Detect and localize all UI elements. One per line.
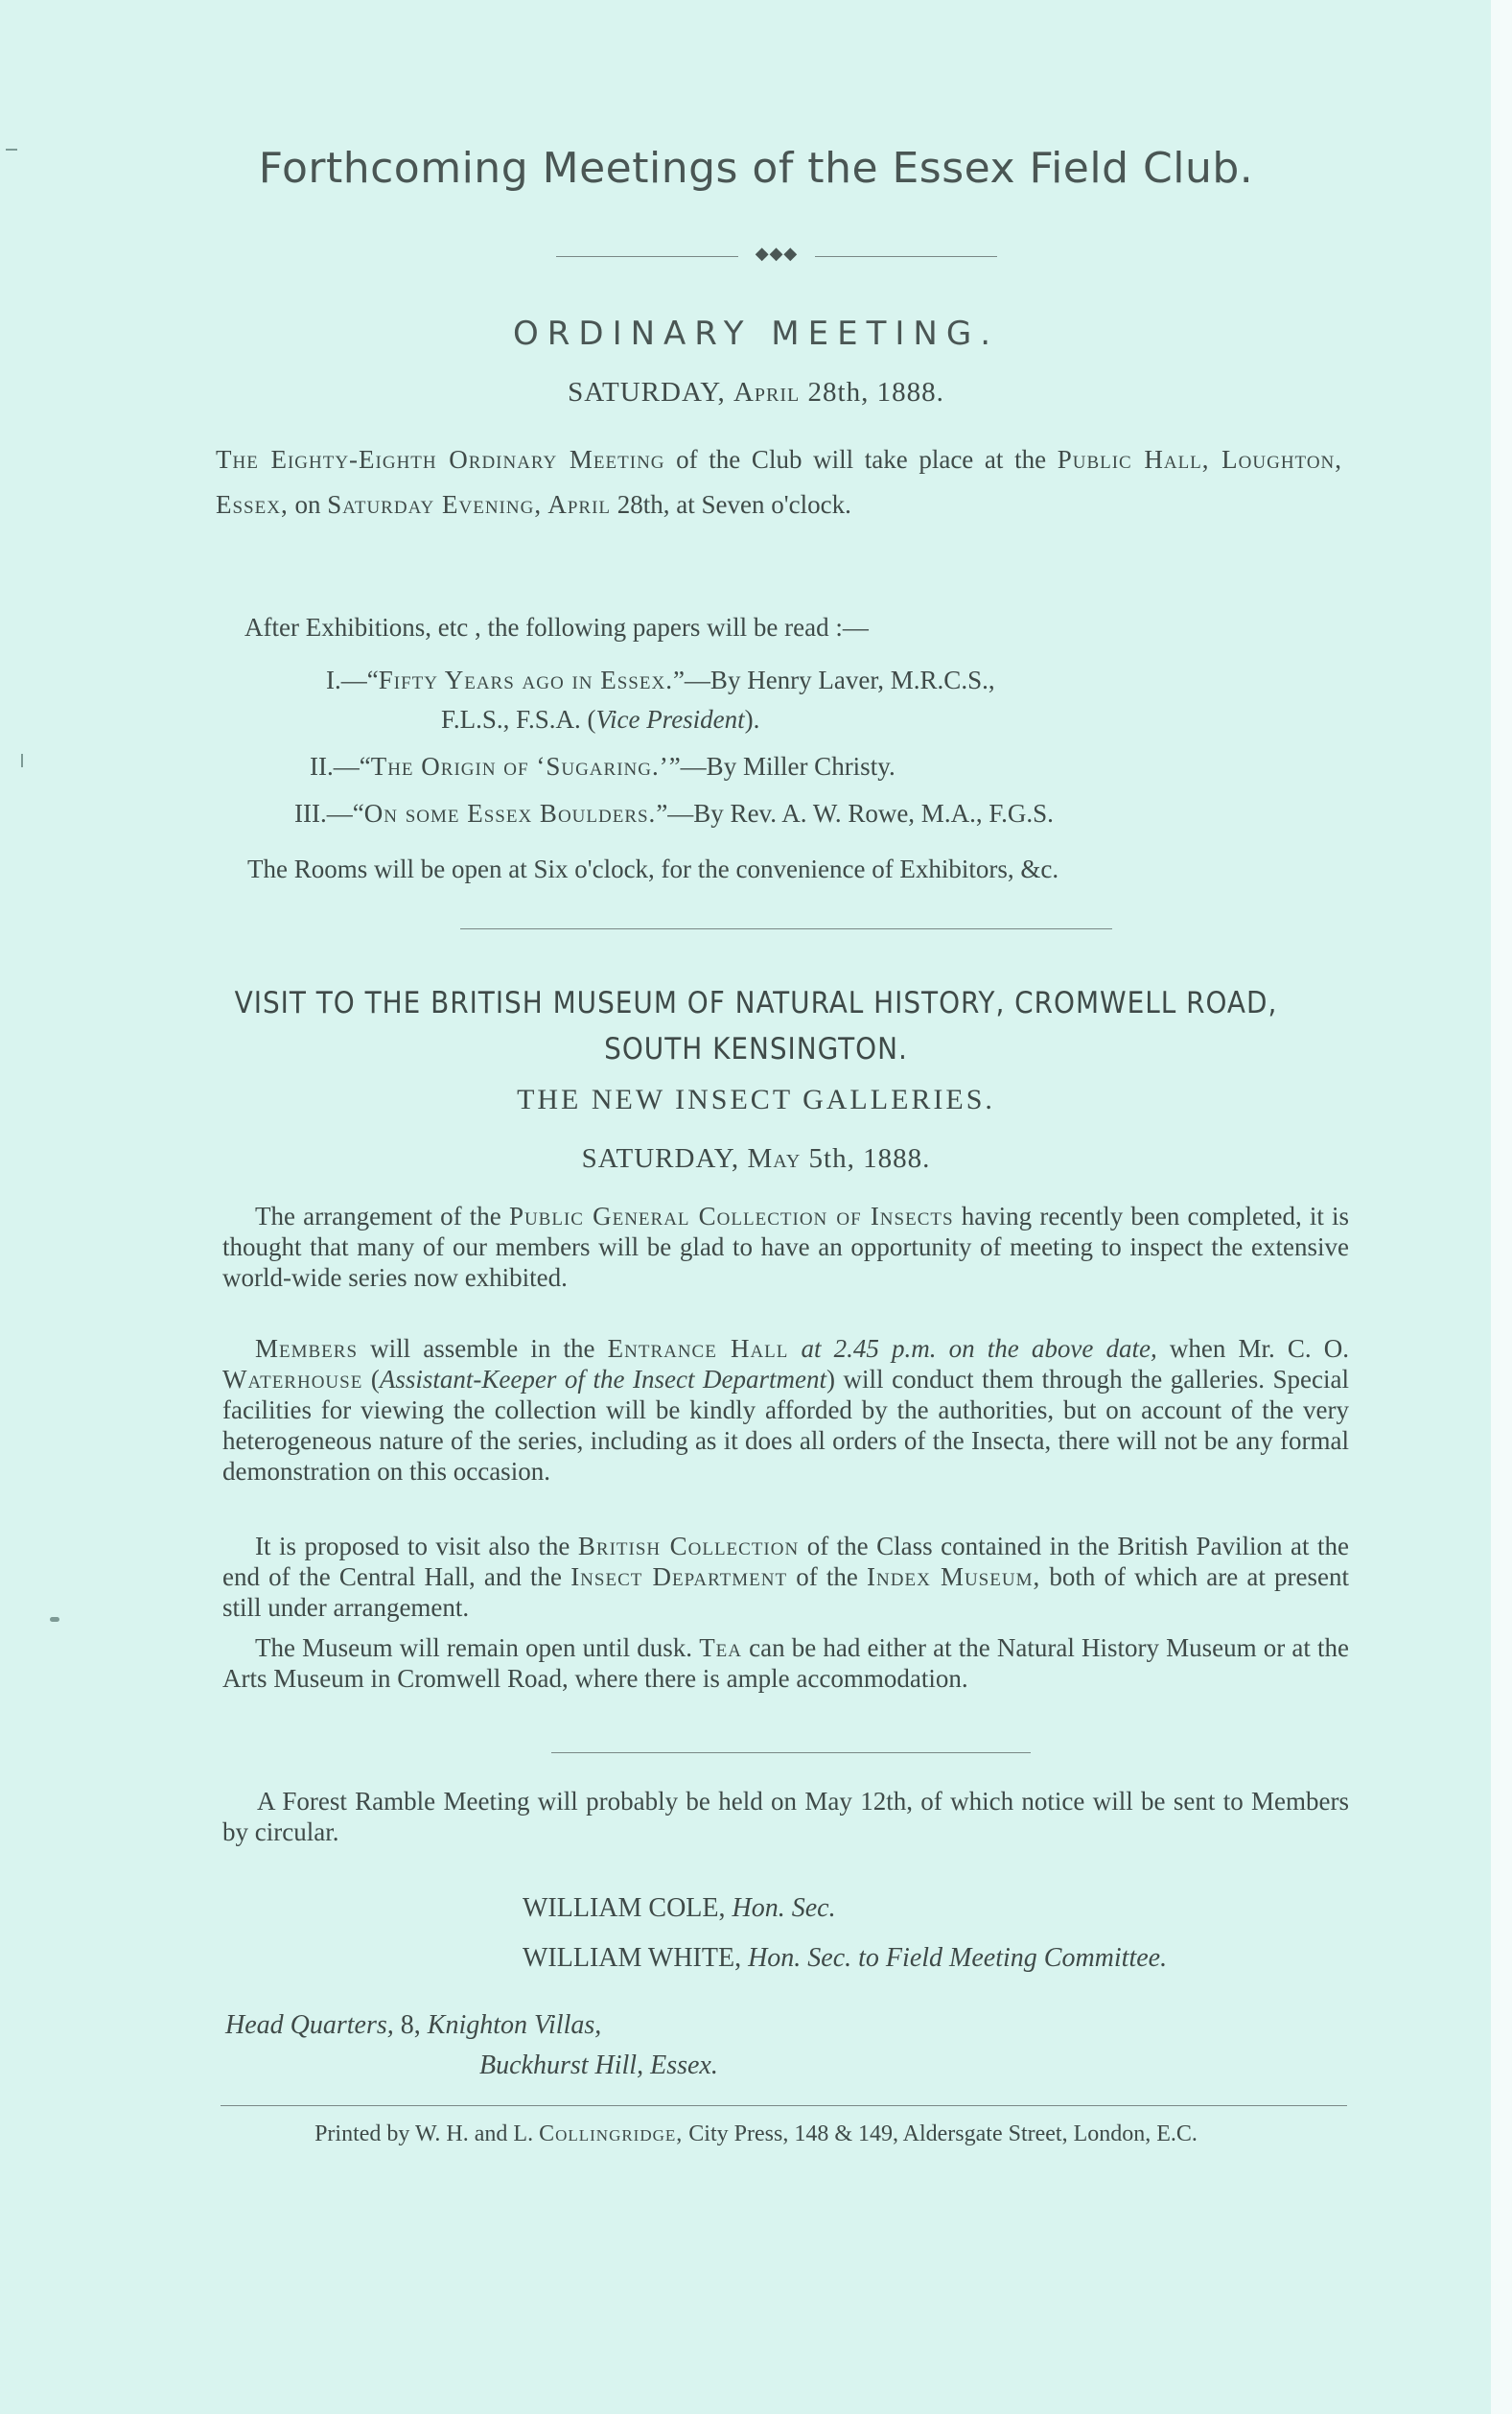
address-number: 8, <box>393 2010 428 2040</box>
paragraph-text: will assemble in the <box>358 1334 608 1363</box>
paragraph-text: both of which are at present still under arrangement. <box>222 1562 1350 1622</box>
imprint-text: City Press, 148 & 149, Aldersgate Street, London, E.C. <box>683 2121 1198 2146</box>
paper-author: ”—By Henry Laver, M.R.C.S., <box>672 666 995 694</box>
headquarters-address <box>225 2008 601 2043</box>
date-day: SATURDAY, <box>568 377 726 408</box>
paper-number: II.—“ <box>310 752 371 781</box>
paragraph-text: ( <box>362 1365 380 1394</box>
visit-paragraph <box>222 1531 1349 1623</box>
paper-title: The Origin of ‘Sugaring.’ <box>370 752 669 781</box>
paragraph-text: of the Class contained in the British Pavilion at the end of the Central Hall, and the <box>222 1532 1350 1591</box>
collection-name: Public General Collection of Insects <box>508 1202 954 1230</box>
imprint-text: Printed by W. H. and L. <box>314 2121 540 2146</box>
museum-visit-heading <box>0 980 1512 1072</box>
museum-name: Index Museum, <box>867 1562 1041 1591</box>
visit-paragraph <box>222 1333 1349 1487</box>
ordinary-meeting-date <box>0 377 1512 409</box>
signature <box>523 1891 836 1926</box>
author-credentials: F.L.S., F.S.A. ( <box>441 705 596 734</box>
section-divider <box>551 1752 1031 1753</box>
date-rest: 5th, 1888. <box>808 1143 931 1174</box>
visit-heading-line: VISIT TO THE BRITISH MUSEUM OF NATURAL HISTORY, CROMWELL ROAD, <box>234 986 1278 1020</box>
paragraph-text: when Mr. C. O. <box>1156 1334 1349 1363</box>
paper-author: ”—By Miller Christy. <box>668 752 896 781</box>
ordinary-meeting-heading: ORDINARY MEETING. <box>513 315 999 353</box>
papers-intro: After Exhibitions, etc , the following papers will be read :— <box>244 613 869 642</box>
date-rest: 28th, 1888. <box>807 377 944 408</box>
paper-item <box>310 744 1326 789</box>
paragraph-lead: Members <box>255 1334 359 1363</box>
department-name: Insect Department <box>570 1562 788 1591</box>
paragraph-text: The Museum will remain open until dusk. <box>255 1633 700 1662</box>
visit-heading-line: SOUTH KENSINGTON. <box>604 1032 908 1066</box>
signatory-name: WILLIAM COLE, <box>523 1893 733 1923</box>
address-label: Head Quarters, <box>225 2010 394 2040</box>
diamond-ornament-icon: ◆◆◆ <box>755 244 799 263</box>
paragraph-text: ) will conduct them through the galleries. Special facilities for viewing the collection will be kindly afforded by the authorities, but on account of the very heterogeneous nature of the series, including as it does all orders of the Insecta, there will not be any formal demonstration on this occasion. <box>222 1365 1349 1486</box>
paper-title: On some Essex Boulders. <box>363 799 657 828</box>
guide-name: Waterhouse <box>222 1365 363 1394</box>
signatory-role: Hon. Sec. to Field Meeting Committee. <box>748 1943 1168 1973</box>
date-month: May <box>747 1143 802 1174</box>
margin-mark <box>50 1617 59 1622</box>
venue: Public Hall, Loughton, Essex, <box>216 445 1343 519</box>
assembly-place: Entrance Hall <box>607 1334 789 1363</box>
visit-paragraph <box>222 1201 1349 1293</box>
forest-ramble-notice: A Forest Ramble Meeting will probably be held on May 12th, of which notice will be sent to Members by circular. <box>222 1787 1349 1846</box>
meeting-name: The Eighty-Eighth Ordinary Meeting <box>216 445 665 474</box>
date-month: April <box>733 377 801 408</box>
signatory-name: WILLIAM WHITE, <box>523 1943 749 1973</box>
ornament-rule-right <box>815 256 997 257</box>
paper-title: Fifty Years ago in Essex. <box>378 666 673 694</box>
refreshment: Tea <box>699 1633 743 1662</box>
signature <box>523 1941 1167 1976</box>
paper-number: III.—“ <box>294 799 364 828</box>
paragraph-text: of the <box>787 1562 868 1591</box>
printer-imprint <box>0 2121 1512 2147</box>
meeting-time: Saturday Evening, April <box>327 490 612 519</box>
assembly-time: at 2.45 p.m. on the above date, <box>788 1334 1157 1363</box>
section-divider <box>460 928 1112 929</box>
paper-end: ). <box>744 705 760 734</box>
date-day: SATURDAY, <box>581 1143 740 1174</box>
guide-role: Assistant-Keeper of the Insect Department <box>379 1365 826 1394</box>
paper-item-continued <box>441 697 1304 742</box>
paragraph-text: The arrangement of the <box>255 1202 509 1230</box>
collection-name: British Collection <box>577 1532 800 1560</box>
title-ornament <box>556 244 997 267</box>
announcement-text: on <box>288 490 328 519</box>
paper-item <box>326 658 1342 703</box>
headquarters-address-line: Buckhurst Hill, Essex. <box>479 2051 718 2080</box>
rooms-notice: The Rooms will be open at Six o'clock, for the convenience of Exhibitors, &c. <box>247 855 1059 883</box>
page-title: Forthcoming Meetings of the Essex Field Club. <box>258 144 1254 193</box>
announcement-text: 28th, at Seven o'clock. <box>611 490 851 519</box>
paper-number: I.—“ <box>326 666 379 694</box>
paragraph-text: can be had either at the Natural History Museum or at the Arts Museum in Cromwell Road, where there is ample accommodation. <box>222 1633 1350 1693</box>
ordinary-meeting-announcement <box>216 437 1342 527</box>
footer-divider <box>221 2105 1347 2106</box>
ornament-rule-left <box>556 256 738 257</box>
visit-date <box>0 1143 1512 1175</box>
margin-mark <box>21 754 23 767</box>
paper-author: ”—By Rev. A. W. Rowe, M.A., F.G.S. <box>656 799 1054 828</box>
paragraph-text: having recently been completed, it is thought that many of our members will be glad to have an opportunity of meeting to inspect the extensive world-wide series now exhibited. <box>222 1202 1350 1292</box>
author-role: Vice President <box>595 705 745 734</box>
paper-item <box>294 791 1349 836</box>
page-edge <box>1491 0 1512 2414</box>
galleries-subheading: THE NEW INSECT GALLERIES. <box>517 1084 995 1115</box>
paragraph-text: It is proposed to visit also the <box>255 1532 578 1560</box>
address-street: Knighton Villas, <box>427 2010 602 2040</box>
visit-paragraph <box>222 1632 1349 1694</box>
signatory-role: Hon. Sec. <box>732 1893 836 1923</box>
printer-name: Collingridge, <box>539 2121 684 2146</box>
announcement-text: of the Club will take place at the <box>664 445 1058 474</box>
